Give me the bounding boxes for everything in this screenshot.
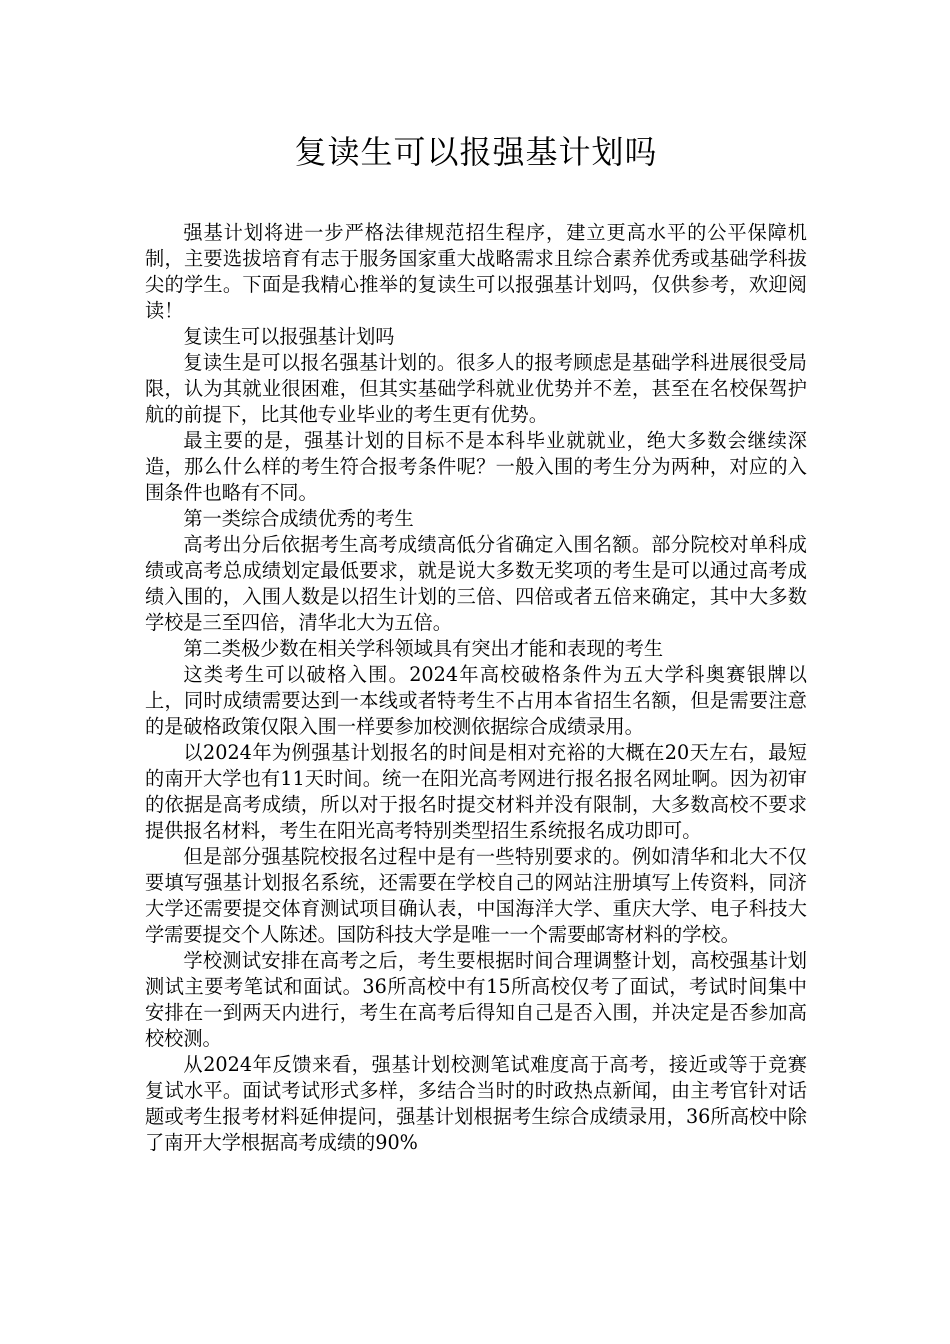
paragraph-subheading: 第一类综合成绩优秀的考生 — [183, 507, 414, 530]
paragraph: 学校测试安排在高考之后，考生要根据时间合理调整计划，高校强基计划测试主要考笔试和面试。36所高校中有15所高校仅考了面试，考试时间集中安排在一到两天内进行，考生在高考后得知自己是否入围，并决定是否参加高校校测。 — [145, 949, 807, 1050]
paragraph: 最主要的是，强基计划的目标不是本科毕业就就业，绝大多数会继续深造，那么什么样的考生符合报考条件呢？一般入围的考生分为两种，对应的入围条件也略有不同。 — [145, 429, 807, 504]
paragraph: 但是部分强基院校报名过程中是有一些特别要求的。例如清华和北大不仅要填写强基计划报名系统，还需要在学校自己的网站注册填写上传资料，同济大学还需要提交体育测试项目确认表，中国海洋大学、重庆大学、电子科技大学需要提交个人陈述。国防科技大学是唯一一个需要邮寄材料的学校。 — [145, 845, 807, 946]
document-page — [145, 128, 807, 1156]
paragraph: 高考出分后依据考生高考成绩高低分省确定入围名额。部分院校对单科成绩或高考总成绩划定最低要求，就是说大多数无奖项的考生是可以通过高考成绩入围的，入围人数是以招生计划的三倍、四倍或者五倍来确定，其中大多数学校是三至四倍，清华北大为五倍。 — [145, 533, 807, 634]
paragraph: 以2024年为例强基计划报名的时间是相对充裕的大概在20天左右，最短的南开大学也有11天时间。统一在阳光高考网进行报名报名网址啊。因为初审的依据是高考成绩，所以对于报名时提交材料并没有限制，大多数高校不要求提供报名材料，考生在阳光高考特别类型招生系统报名成功即可。 — [145, 741, 807, 842]
paragraph-subheading: 第二类极少数在相关学科领域具有突出才能和表现的考生 — [183, 637, 664, 660]
paragraph: 从2024年反馈来看，强基计划校测笔试难度高于高考，接近或等于竞赛复试水平。面试考试形式多样，多结合当时的时政热点新闻，由主考官针对话题或考生报考材料延伸提问，强基计划根据考生综合成绩录用，36所高校中除了南开大学根据高考成绩的90% — [145, 1053, 807, 1154]
paragraph: 这类考生可以破格入围。2024年高校破格条件为五大学科奥赛银牌以上，同时成绩需要达到一本线或者特考生不占用本省招生名额，但是需要注意的是破格政策仅限入围一样要参加校测依据综合成绩录用。 — [145, 663, 807, 738]
paragraph-heading: 复读生可以报强基计划吗 — [183, 325, 395, 348]
document-title: 复读生可以报强基计划吗 — [294, 133, 658, 171]
paragraph: 复读生是可以报名强基计划的。很多人的报考顾虑是基础学科进展很受局限，认为其就业很困难，但其实基础学科就业优势并不差，甚至在名校保驾护航的前提下，比其他专业毕业的考生更有优势。 — [145, 351, 807, 426]
paragraph-intro: 强基计划将进一步严格法律规范招生程序，建立更高水平的公平保障机制，主要选拔培育有志于服务国家重大战略需求且综合素养优秀或基础学科拔尖的学生。下面是我精心推举的复读生可以报强基计划吗，仅供参考，欢迎阅读！ — [145, 221, 807, 322]
